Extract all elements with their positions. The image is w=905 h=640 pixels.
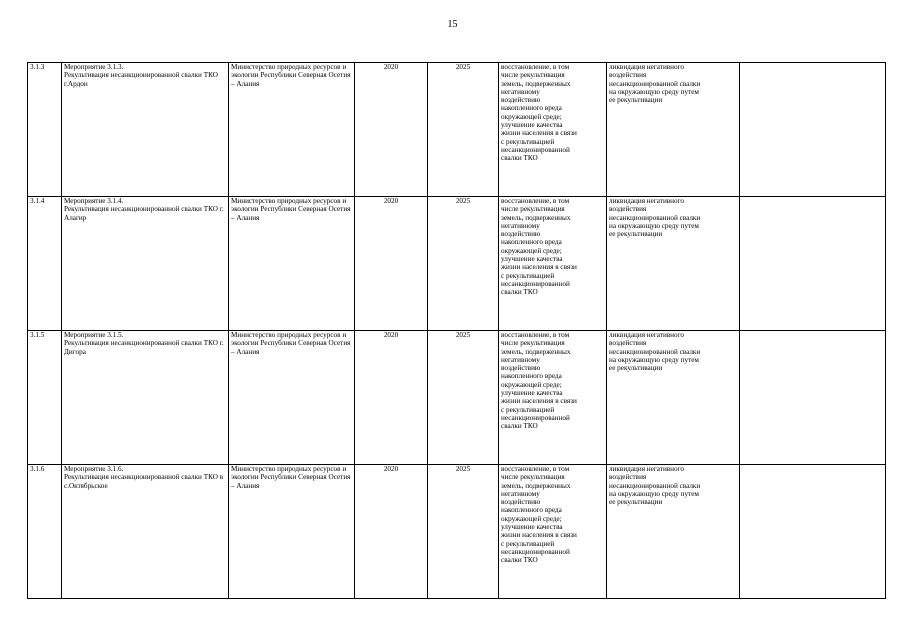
- end-year: 2025: [428, 197, 499, 331]
- table-row: [28, 63, 886, 197]
- item-number: 3.1.5: [28, 331, 62, 465]
- table-row: [28, 465, 886, 599]
- table-row: [28, 197, 886, 331]
- expected-outcome: восстановление, в том числе рекультивация земель, подверженных негативному воздействию накопленного вреда окружающей среде; улучшение качества жизни населения в связи с рекультивацией несанкционированной свалки ТКО: [499, 197, 607, 331]
- item-number: 3.1.4: [28, 197, 62, 331]
- item-number: 3.1.6: [28, 465, 62, 599]
- executor: Министерство природных ресурсов и экологии Республики Северная Осетия – Алания: [229, 465, 355, 599]
- end-year: 2025: [428, 465, 499, 599]
- start-year: 2020: [355, 465, 428, 599]
- page-number: 15: [447, 19, 458, 30]
- expected-outcome: восстановление, в том числе рекультивация земель, подверженных негативному воздействию накопленного вреда окружающей среде; улучшение качества жизни населения в связи с рекультивацией несанкционированной свалки ТКО: [499, 63, 607, 197]
- start-year: 2020: [355, 331, 428, 465]
- extra-cell: [740, 197, 886, 331]
- consequence: ликвидация негативного воздействия несанкционированной свалки на окружающую среду путем ее рекультивации: [607, 197, 740, 331]
- extra-cell: [740, 465, 886, 599]
- consequence: ликвидация негативного воздействия несанкционированной свалки на окружающую среду путем ее рекультивации: [607, 465, 740, 599]
- item-number: 3.1.3: [28, 63, 62, 197]
- extra-cell: [740, 63, 886, 197]
- start-year: 2020: [355, 197, 428, 331]
- executor: Министерство природных ресурсов и экологии Республики Северная Осетия – Алания: [229, 197, 355, 331]
- executor: Министерство природных ресурсов и экологии Республики Северная Осетия – Алания: [229, 63, 355, 197]
- event-name: Мероприятие 3.1.4. Рекультивация несанкционированной свалки ТКО г. Алагир: [62, 197, 229, 331]
- consequence: ликвидация негативного воздействия несанкционированной свалки на окружающую среду путем ее рекультивации: [607, 63, 740, 197]
- end-year: 2025: [428, 331, 499, 465]
- event-name: Мероприятие 3.1.6. Рекультивация несанкционированной свалки ТКО в с.Октябрьское: [62, 465, 229, 599]
- extra-cell: [740, 331, 886, 465]
- program-table: [27, 62, 886, 599]
- consequence: ликвидация негативного воздействия несанкционированной свалки на окружающую среду путем ее рекультивации: [607, 331, 740, 465]
- event-name: Мероприятие 3.1.5. Рекультивация несанкционированной свалки ТКО г. Дигора: [62, 331, 229, 465]
- expected-outcome: восстановление, в том числе рекультивация земель, подверженных негативному воздействию накопленного вреда окружающей среде; улучшение качества жизни населения в связи с рекультивацией несанкционированной свалки ТКО: [499, 331, 607, 465]
- end-year: 2025: [428, 63, 499, 197]
- start-year: 2020: [355, 63, 428, 197]
- table-row: [28, 331, 886, 465]
- event-name: Мероприятие 3.1.3. Рекультивация несанкционированной свалки ТКО г.Ардон: [62, 63, 229, 197]
- expected-outcome: восстановление, в том числе рекультивация земель, подверженных негативному воздействию накопленного вреда окружающей среде; улучшение качества жизни населения в связи с рекультивацией несанкционированной свалки ТКО: [499, 465, 607, 599]
- executor: Министерство природных ресурсов и экологии Республики Северная Осетия – Алания: [229, 331, 355, 465]
